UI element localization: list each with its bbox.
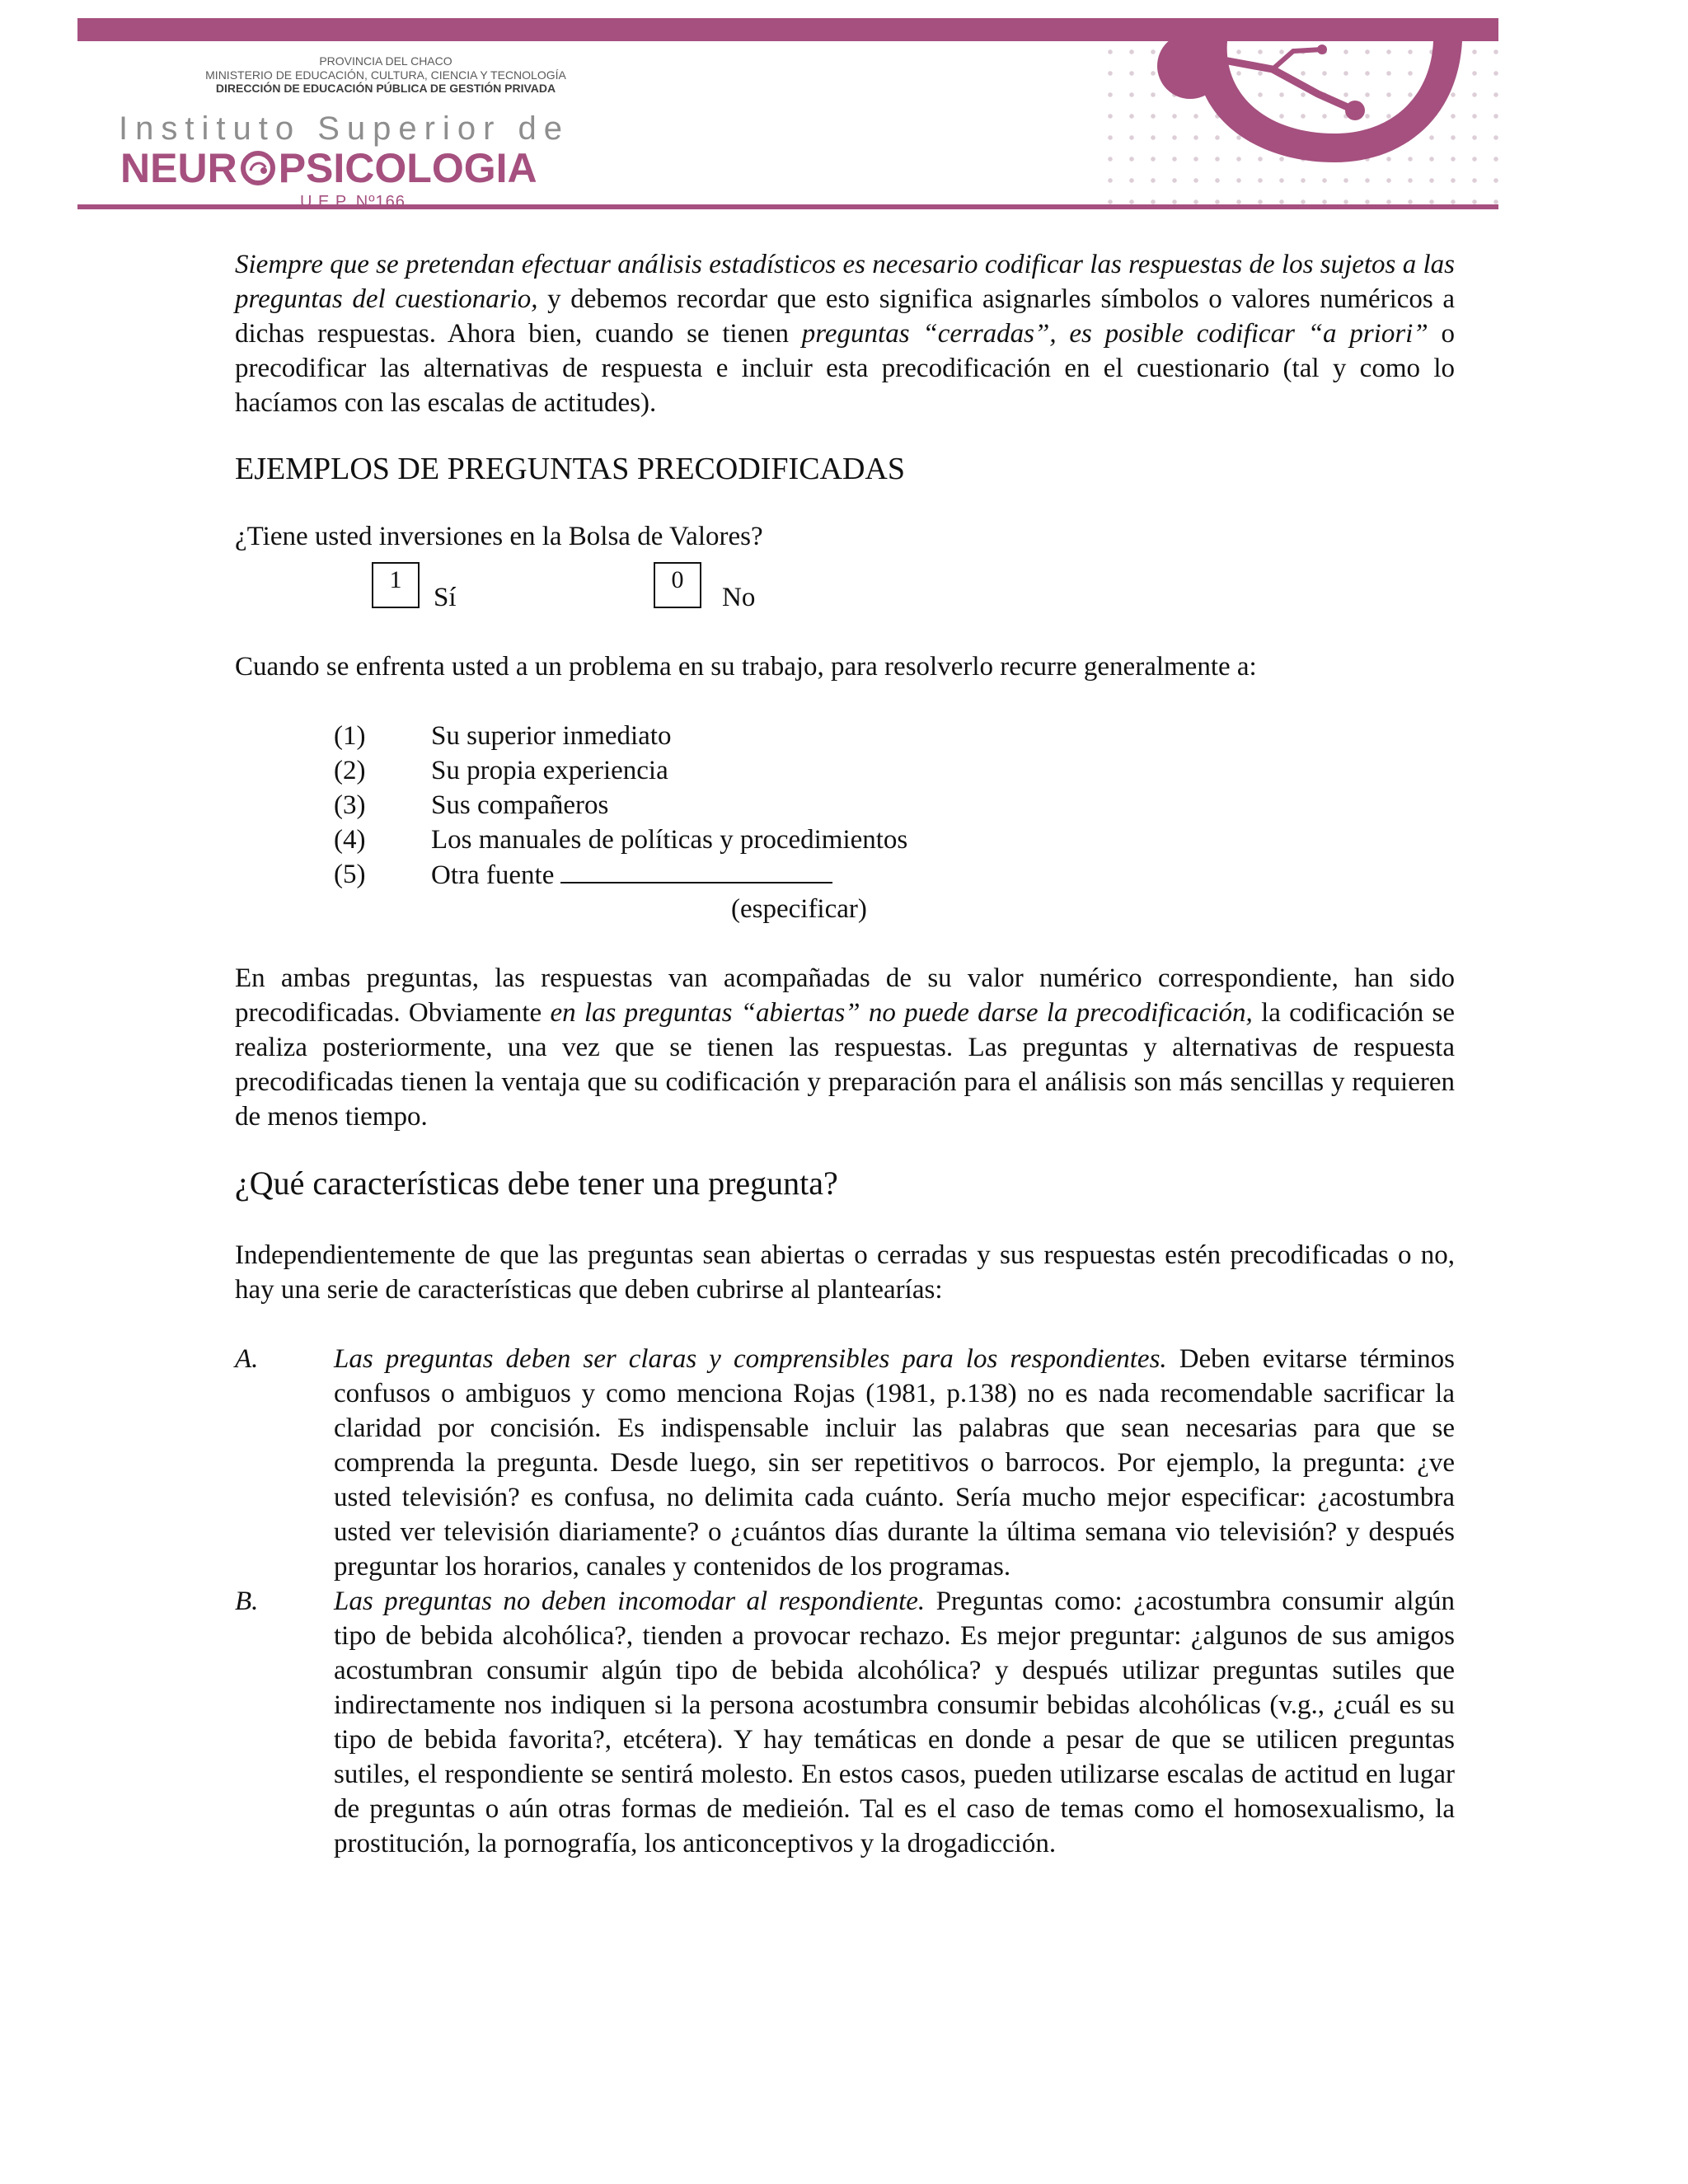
list-item <box>334 719 1455 753</box>
explanation-italic: en las preguntas “abiertas” no puede darse la precodificación, <box>550 998 1253 1028</box>
code-box-no: 0 <box>654 562 701 608</box>
explanation-paragraph <box>235 961 1455 1134</box>
option-other-label: Otra fuente <box>431 860 555 890</box>
option-label <box>431 857 832 892</box>
option-label: Su propia experiencia <box>431 756 668 785</box>
choice-label-no: No <box>722 583 756 612</box>
option-label: Los manuales de políticas y procedimientos <box>431 825 908 855</box>
characteristics-intro: Independientemente de que las preguntas sean abiertas o cerradas y sus respuestas estén precodificadas o no, hay una serie de características que deben cubrirse al plantearías: <box>235 1240 1455 1305</box>
header-brain-logo-art <box>1108 18 1498 209</box>
characteristics-heading: ¿Qué características debe tener una pregunta? <box>235 1165 838 1202</box>
option-number: (5) <box>334 860 366 889</box>
item-letter: A. <box>235 1344 259 1374</box>
document-body <box>235 247 1455 1861</box>
choice-label-yes: Sí <box>434 583 457 612</box>
direction-line: DIRECCIÓN DE EDUCACIÓN PÚBLICA DE GESTIÓN PRIVADA <box>215 82 556 95</box>
logo-text-left: NEUR <box>120 145 237 191</box>
intro-italic-1: Siempre que se pretendan efectuar análisis estadísticos es necesario codificar las respuestas de los sujetos a las preguntas del cuestionario, <box>235 250 1455 314</box>
option-number: (3) <box>334 790 366 820</box>
specify-caption: (especificar) <box>731 894 867 924</box>
question-2-options <box>334 719 1455 926</box>
list-item <box>334 788 1455 823</box>
option-number: (2) <box>334 756 366 785</box>
option-number: (4) <box>334 825 366 855</box>
logo-text-right: PSICOLOGIA <box>278 145 537 191</box>
intro-italic-2: preguntas “cerradas”, es posible codificar “a priori” <box>801 319 1428 349</box>
province-line: PROVINCIA DEL CHACO <box>319 54 452 68</box>
specify-blank-line <box>560 857 832 883</box>
item-body: Deben evitarse términos confusos o ambiguos y como menciona Rojas (1981, p.138) no es nada recomendable sacrificar la claridad por concisión. Es indispensable incluir las palabras que sean necesarias para que se comprenda la pregunta. Desde luego, sin ser repetitivos o barrocos. Por ejemplo, la pregunta: ¿ve usted televisión? es confusa, no delimita cada cuánto. Sería mucho mejor especificar: ¿acostumbra usted ver televisión diariamente? o ¿cuántos días durante la última semana vio televisión? y después preguntar los horarios, canales y contenidos de los programas. <box>334 1344 1456 1582</box>
intro-text-2: o precodificar las alternativas de respuesta e incluir esta precodificación en el cuestionario (tal y como lo hacíamos con las escalas de actitudes). <box>235 319 1455 418</box>
question-2-text: Cuando se enfrenta usted a un problema en su trabajo, para resolverlo recurre generalmente a: <box>235 652 1257 682</box>
characteristic-item-a <box>235 1342 1455 1584</box>
explanation-text-1: En ambas preguntas, las respuestas van acompañadas de su valor numérico correspondiente, han sido precodificadas. Obviamente <box>235 963 1455 1028</box>
characteristic-item-b <box>235 1584 1455 1861</box>
option-label: Sus compañeros <box>431 790 609 820</box>
list-item <box>334 823 1455 857</box>
item-italic: Las preguntas deben ser claras y comprensibles para los respondientes. <box>334 1344 1167 1374</box>
uep-number: U.E.P. Nº166 <box>300 193 406 211</box>
intro-paragraph <box>235 247 1455 420</box>
option-number: (1) <box>334 721 366 751</box>
item-text <box>334 1342 1455 1584</box>
question-1-text: ¿Tiene usted inversiones en la Bolsa de Valores? <box>235 522 763 551</box>
item-italic: Las preguntas no deben incomodar al respondiente. <box>334 1586 926 1616</box>
ministry-line: MINISTERIO DE EDUCACIÓN, CULTURA, CIENCIA Y TECNOLOGÍA <box>205 68 566 82</box>
explanation-text-2: la codificación se realiza posteriormente, una vez que se tienen las respuestas. Las preguntas y alternativas de respuesta precodificadas tienen la ventaja que su codificación y preparación para el análisis son más sencillas y requieren de menos tiempo. <box>235 998 1455 1132</box>
item-body: Preguntas como: ¿acostumbra consumir algún tipo de bebida alcohólica?, tienden a provocar rechazo. Es mejor preguntar: ¿algunos de sus amigos acostumbran consumir algún tipo de bebida alcohólica? y después utilizar preguntas sutiles que indirectamente nos indiquen si la persona acostumbra consumir bebidas alcohólicas (v.g., ¿cuál es su tipo de bebida favorita?, etcétera). Y hay temáticas en donde a pesar de que se utilicen preguntas sutiles, el respondiente se sentirá molesto. En estos casos, pueden utilizarse escalas de actitud en lugar de preguntas o aún otras formas de medieión. Tal es el caso de temas como el homosexualismo, la prostitución, la pornografía, los anticonceptivos y la drogadicción. <box>334 1586 1455 1858</box>
page-header <box>77 18 1498 213</box>
logo-brain-o-icon <box>239 149 277 187</box>
list-item <box>334 857 1455 892</box>
option-label: Su superior inmediato <box>431 721 672 751</box>
examples-heading: EJEMPLOS DE PREGUNTAS PRECODIFICADAS <box>235 452 906 486</box>
code-box-yes: 1 <box>372 562 420 608</box>
characteristics-list <box>235 1342 1455 1861</box>
intro-text-1: y debemos recordar que esto significa asignarles símbolos o valores numéricos a dichas respuestas. Ahora bien, cuando se tienen <box>235 284 1455 349</box>
question-1-choices <box>235 562 1455 615</box>
logo-wordmark <box>120 143 537 193</box>
specify-caption-row <box>334 892 1455 926</box>
item-letter: B. <box>235 1586 259 1616</box>
institute-title: Instituto Superior de <box>119 110 570 147</box>
list-item <box>334 753 1455 788</box>
item-text <box>334 1584 1455 1861</box>
header-bottom-line <box>77 204 1498 209</box>
